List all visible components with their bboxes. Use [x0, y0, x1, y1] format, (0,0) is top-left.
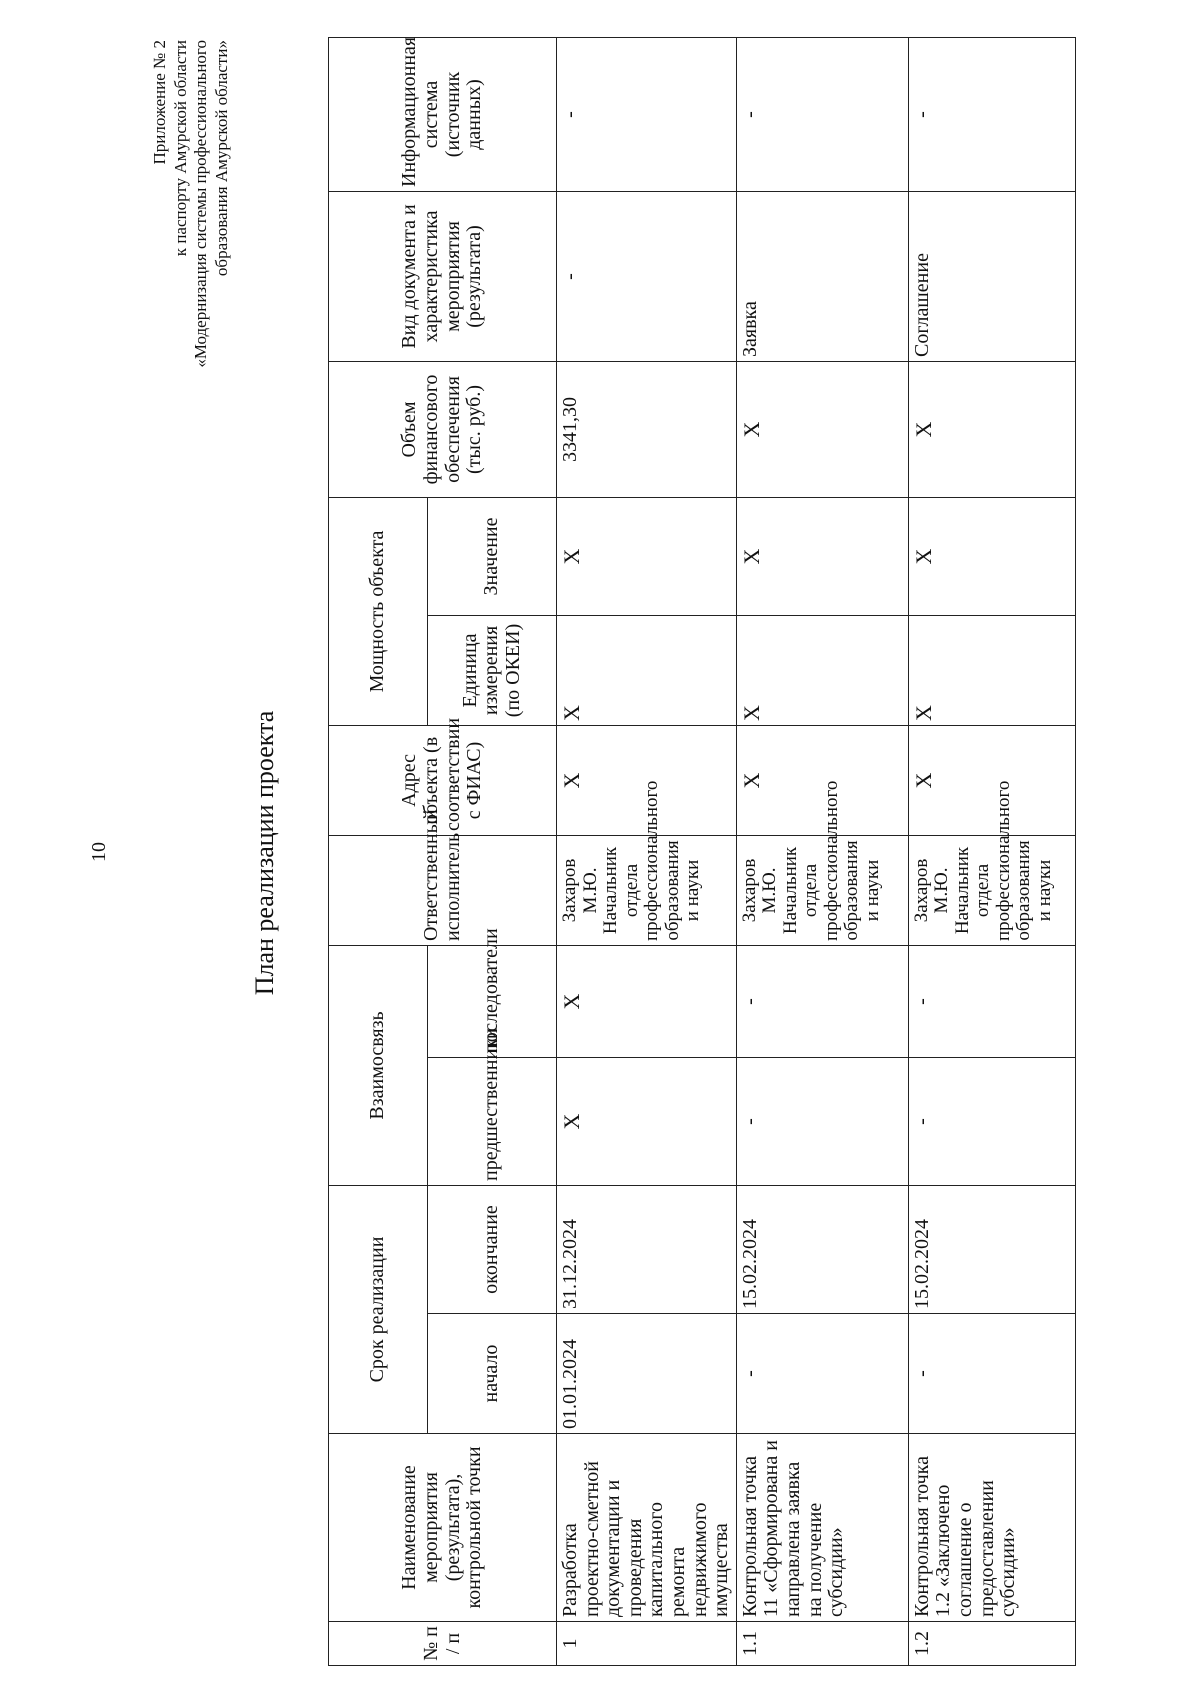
cell-num: 1.2: [908, 1622, 1075, 1666]
cell-finance: X: [908, 361, 1075, 497]
cell-num: 1.1: [736, 1622, 908, 1666]
cell-end: 15.02.2024: [908, 1186, 1075, 1314]
header-finance: Объем финансового обеспечения (тыс. руб.): [329, 361, 557, 497]
cell-end: 31.12.2024: [557, 1186, 737, 1314]
cell-value: X: [736, 497, 908, 615]
cell-start: 01.01.2024: [557, 1314, 737, 1434]
table-row: [557, 37, 737, 1665]
cell-finance: X: [736, 361, 908, 497]
cell-address: X: [736, 725, 908, 835]
cell-end: 15.02.2024: [736, 1186, 908, 1314]
cell-next: -: [736, 945, 908, 1057]
header-term-end: окончание: [428, 1186, 557, 1314]
cell-prev: -: [736, 1058, 908, 1186]
appendix-line: образования Амурской области»: [212, 40, 232, 277]
cell-next: X: [557, 945, 737, 1057]
appendix-line: к паспорту Амурской области: [170, 40, 190, 257]
header-cap-unit: Единица измерения (по ОКЕИ): [428, 615, 557, 725]
cell-address: X: [908, 725, 1075, 835]
page-number: 10: [88, 842, 110, 862]
cell-value: X: [908, 497, 1075, 615]
cell-value: X: [557, 497, 737, 615]
header-cap-value: Значение: [428, 497, 557, 615]
cell-name: Контрольная точка 11 «Сформирована и направлена заявка на получение субсидии»: [736, 1434, 908, 1622]
header-num: № п / п: [329, 1622, 557, 1666]
cell-doc: -: [557, 191, 737, 361]
cell-start: -: [736, 1314, 908, 1434]
table-header-row: [329, 37, 428, 1665]
header-term: Срок реализации: [329, 1186, 428, 1434]
cell-next: -: [908, 945, 1075, 1057]
cell-prev: X: [557, 1058, 737, 1186]
header-rel-next: последователи: [428, 945, 557, 1057]
cell-address: X: [557, 725, 737, 835]
cell-num: 1: [557, 1622, 737, 1666]
header-name: Наименование мероприятия (результата), контрольной точки: [329, 1434, 557, 1622]
cell-responsible: Захаров М.Ю. Начальник отдела профессионального образования и науки: [557, 835, 737, 945]
table-row: [908, 37, 1075, 1665]
table-row: [736, 37, 908, 1665]
cell-unit: X: [908, 615, 1075, 725]
plan-table: [328, 37, 1076, 1666]
cell-info: -: [908, 37, 1075, 191]
cell-responsible: Захаров М.Ю. Начальник отдела профессионального образования и науки: [736, 835, 908, 945]
cell-unit: X: [736, 615, 908, 725]
cell-name: Разработка проектно-сметной документации и проведения капитального ремонта недвижимого имущества: [557, 1434, 737, 1622]
cell-responsible: Захаров М.Ю. Начальник отдела профессионального образования и науки: [908, 835, 1075, 945]
appendix-line: «Модернизация системы профессионального: [191, 40, 211, 368]
header-responsible: Ответственный исполнитель: [329, 835, 557, 945]
cell-start: -: [908, 1314, 1075, 1434]
cell-name: Контрольная точка 1.2 «Заключено соглашение о предоставлении субсидии»: [908, 1434, 1075, 1622]
cell-info: -: [736, 37, 908, 191]
cell-prev: -: [908, 1058, 1075, 1186]
header-relation: Взаимосвязь: [329, 945, 428, 1185]
cell-doc: Соглашение: [908, 191, 1075, 361]
appendix-block: [150, 40, 233, 500]
header-term-start: начало: [428, 1314, 557, 1434]
header-capacity: Мощность объекта: [329, 497, 428, 725]
cell-unit: X: [557, 615, 737, 725]
cell-doc: Заявка: [736, 191, 908, 361]
document-title: План реализации проекта: [250, 710, 279, 996]
header-address: Адрес объекта (в соответствии с ФИАС): [329, 725, 557, 835]
header-doc-type: Вид документа и характеристика мероприятия (результата): [329, 191, 557, 361]
cell-finance: 3341,30: [557, 361, 737, 497]
cell-info: -: [557, 37, 737, 191]
appendix-line: Приложение № 2: [150, 40, 169, 165]
header-info-system: Информационная система (источник данных): [329, 37, 557, 191]
header-rel-prev: предшественники: [428, 1058, 557, 1186]
